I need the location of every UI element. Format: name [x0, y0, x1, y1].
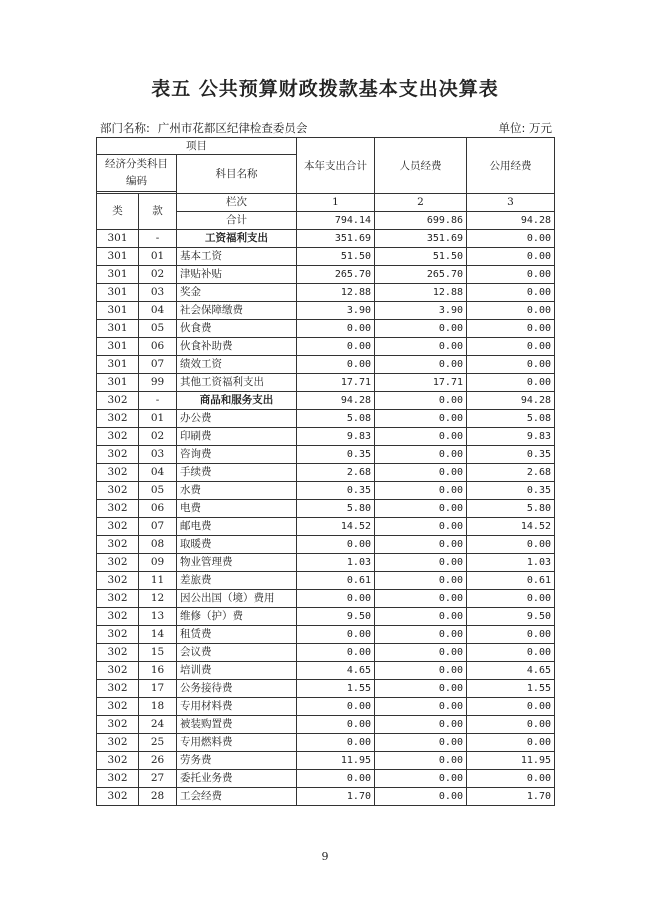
row-lei: 301: [97, 356, 139, 374]
row-total: 51.50: [297, 248, 375, 266]
table-row: [97, 572, 555, 590]
table-row: [97, 662, 555, 680]
row-total: 3.90: [297, 302, 375, 320]
table-row: [97, 392, 555, 410]
row-personnel: 0.00: [375, 464, 467, 482]
row-kuan: 17: [139, 680, 177, 698]
row-lei: 302: [97, 428, 139, 446]
row-lei: 301: [97, 230, 139, 248]
row-kuan: 07: [139, 518, 177, 536]
row-public: 0.00: [467, 374, 555, 392]
row-subject-name: 办公费: [177, 410, 297, 428]
row-kuan: 03: [139, 446, 177, 464]
header-subject-name: 科目名称: [177, 155, 297, 194]
row-subject-name: 电费: [177, 500, 297, 518]
table-row: [97, 788, 555, 806]
row-personnel: 0.00: [375, 590, 467, 608]
row-public: 0.00: [467, 302, 555, 320]
row-kuan: 01: [139, 410, 177, 428]
table-row: [97, 698, 555, 716]
row-public: 9.83: [467, 428, 555, 446]
row-personnel: 0.00: [375, 518, 467, 536]
row-total: 351.69: [297, 230, 375, 248]
row-subject-name: 培训费: [177, 662, 297, 680]
row-personnel: 0.00: [375, 698, 467, 716]
row-lei: 302: [97, 500, 139, 518]
row-subject-name: 印刷费: [177, 428, 297, 446]
expenditure-table: [96, 137, 555, 806]
page-title: 表五 公共预算财政拨款基本支出决算表: [151, 78, 499, 100]
row-subject-name: 津贴补贴: [177, 266, 297, 284]
row-kuan: 27: [139, 770, 177, 788]
table-row: [97, 302, 555, 320]
row-personnel: 265.70: [375, 266, 467, 284]
row-total: 94.28: [297, 392, 375, 410]
row-lei: 302: [97, 608, 139, 626]
row-subject-name: 咨询费: [177, 446, 297, 464]
header-project: 项目: [97, 138, 297, 155]
row-lei: 301: [97, 302, 139, 320]
header-n1: 1: [297, 194, 375, 212]
table-row: [97, 320, 555, 338]
row-lei: 301: [97, 248, 139, 266]
row-total: 0.00: [297, 536, 375, 554]
row-total: 9.50: [297, 608, 375, 626]
table-row: [97, 716, 555, 734]
row-kuan: 02: [139, 428, 177, 446]
row-kuan: 06: [139, 338, 177, 356]
row-personnel: 0.00: [375, 320, 467, 338]
row-kuan: 06: [139, 500, 177, 518]
total-row-personnel: 699.86: [375, 212, 467, 230]
row-total: 11.95: [297, 752, 375, 770]
row-subject-name: 邮电费: [177, 518, 297, 536]
row-total: 4.65: [297, 662, 375, 680]
page-number: 9: [321, 850, 329, 863]
row-personnel: 0.00: [375, 554, 467, 572]
row-kuan: 04: [139, 464, 177, 482]
row-personnel: 0.00: [375, 644, 467, 662]
table-row: [97, 500, 555, 518]
row-subject-name: 奖金: [177, 284, 297, 302]
row-total: 0.61: [297, 572, 375, 590]
row-public: 0.00: [467, 320, 555, 338]
row-public: 11.95: [467, 752, 555, 770]
row-lei: 302: [97, 536, 139, 554]
row-total: 5.80: [297, 500, 375, 518]
row-personnel: 0.00: [375, 356, 467, 374]
table-row: [97, 626, 555, 644]
row-lei: 302: [97, 662, 139, 680]
row-lei: 301: [97, 266, 139, 284]
table-row: [97, 554, 555, 572]
row-lei: 302: [97, 716, 139, 734]
row-public: 0.00: [467, 644, 555, 662]
row-subject-name: 专用燃料费: [177, 734, 297, 752]
row-subject-name: 工会经费: [177, 788, 297, 806]
row-kuan: 09: [139, 554, 177, 572]
row-public: 9.50: [467, 608, 555, 626]
row-kuan: 03: [139, 284, 177, 302]
row-subject-name: 社会保障缴费: [177, 302, 297, 320]
row-personnel: 0.00: [375, 662, 467, 680]
row-public: 0.00: [467, 698, 555, 716]
row-public: 0.00: [467, 716, 555, 734]
row-kuan: -: [139, 230, 177, 248]
row-public: 0.00: [467, 248, 555, 266]
row-personnel: 0.00: [375, 734, 467, 752]
row-lei: 302: [97, 590, 139, 608]
row-public: 0.00: [467, 338, 555, 356]
row-kuan: 13: [139, 608, 177, 626]
row-personnel: 51.50: [375, 248, 467, 266]
row-personnel: 0.00: [375, 482, 467, 500]
row-subject-name: 因公出国（境）费用: [177, 590, 297, 608]
row-total: 0.00: [297, 716, 375, 734]
row-total: 9.83: [297, 428, 375, 446]
row-kuan: 14: [139, 626, 177, 644]
row-lei: 302: [97, 554, 139, 572]
row-kuan: 08: [139, 536, 177, 554]
row-lei: 302: [97, 446, 139, 464]
row-public: 94.28: [467, 392, 555, 410]
row-total: 17.71: [297, 374, 375, 392]
row-subject-name: 伙食补助费: [177, 338, 297, 356]
table-row: [97, 536, 555, 554]
row-lei: 302: [97, 788, 139, 806]
row-lei: 302: [97, 644, 139, 662]
row-lei: 301: [97, 284, 139, 302]
header-col-total: 本年支出合计: [297, 138, 375, 194]
table-row: [97, 770, 555, 788]
row-total: 0.00: [297, 626, 375, 644]
row-subject-name: 取暖费: [177, 536, 297, 554]
row-lei: 301: [97, 338, 139, 356]
row-total: 2.68: [297, 464, 375, 482]
table-row: [97, 734, 555, 752]
row-public: 0.00: [467, 590, 555, 608]
row-kuan: 04: [139, 302, 177, 320]
row-lei: 302: [97, 626, 139, 644]
row-subject-name: 工资福利支出: [177, 230, 297, 248]
table-row: [97, 482, 555, 500]
row-total: 0.35: [297, 482, 375, 500]
total-row-public: 94.28: [467, 212, 555, 230]
row-personnel: 351.69: [375, 230, 467, 248]
table-row: [97, 644, 555, 662]
row-public: 0.00: [467, 536, 555, 554]
row-lei: 302: [97, 410, 139, 428]
row-lei: 302: [97, 572, 139, 590]
header-n2: 2: [375, 194, 467, 212]
header-n3: 3: [467, 194, 555, 212]
row-kuan: 07: [139, 356, 177, 374]
table-row: [97, 608, 555, 626]
table-row: [97, 464, 555, 482]
row-kuan: 05: [139, 482, 177, 500]
row-subject-name: 手续费: [177, 464, 297, 482]
row-lei: 302: [97, 392, 139, 410]
row-personnel: 3.90: [375, 302, 467, 320]
row-personnel: 0.00: [375, 572, 467, 590]
header-col-public: 公用经费: [467, 138, 555, 194]
row-subject-name: 会议费: [177, 644, 297, 662]
row-public: 0.00: [467, 284, 555, 302]
row-personnel: 0.00: [375, 626, 467, 644]
table-row: [97, 590, 555, 608]
header-econ-code: 经济分类科目编码: [97, 155, 177, 192]
row-personnel: 0.00: [375, 536, 467, 554]
row-subject-name: 专用材料费: [177, 698, 297, 716]
row-subject-name: 物业管理费: [177, 554, 297, 572]
row-public: 0.00: [467, 734, 555, 752]
table-row: [97, 248, 555, 266]
row-kuan: 25: [139, 734, 177, 752]
row-total: 5.08: [297, 410, 375, 428]
row-public: 0.61: [467, 572, 555, 590]
row-kuan: 24: [139, 716, 177, 734]
row-public: 0.35: [467, 482, 555, 500]
row-kuan: 16: [139, 662, 177, 680]
row-public: 5.08: [467, 410, 555, 428]
row-personnel: 12.88: [375, 284, 467, 302]
row-personnel: 0.00: [375, 338, 467, 356]
row-personnel: 0.00: [375, 410, 467, 428]
row-personnel: 0.00: [375, 446, 467, 464]
row-subject-name: 水费: [177, 482, 297, 500]
row-total: 0.00: [297, 644, 375, 662]
row-lei: 302: [97, 770, 139, 788]
row-total: 0.00: [297, 338, 375, 356]
row-total: 14.52: [297, 518, 375, 536]
row-kuan: 26: [139, 752, 177, 770]
header-kuan: 款: [139, 194, 177, 230]
header-col-personnel: 人员经费: [375, 138, 467, 194]
table-row: [97, 446, 555, 464]
row-lei: 301: [97, 320, 139, 338]
row-total: 1.70: [297, 788, 375, 806]
row-lei: 302: [97, 698, 139, 716]
row-public: 5.80: [467, 500, 555, 518]
row-public: 1.55: [467, 680, 555, 698]
row-kuan: 01: [139, 248, 177, 266]
row-subject-name: 差旅费: [177, 572, 297, 590]
row-subject-name: 商品和服务支出: [177, 392, 297, 410]
row-subject-name: 伙食费: [177, 320, 297, 338]
row-kuan: 02: [139, 266, 177, 284]
total-row-total: 794.14: [297, 212, 375, 230]
row-personnel: 0.00: [375, 680, 467, 698]
unit-label: 单位: 万元: [498, 121, 552, 135]
row-total: 0.00: [297, 698, 375, 716]
row-kuan: -: [139, 392, 177, 410]
row-total: 12.88: [297, 284, 375, 302]
row-subject-name: 绩效工资: [177, 356, 297, 374]
row-kuan: 12: [139, 590, 177, 608]
row-kuan: 15: [139, 644, 177, 662]
row-personnel: 0.00: [375, 770, 467, 788]
total-row-label: 合计: [177, 212, 297, 230]
row-total: 1.55: [297, 680, 375, 698]
row-kuan: 99: [139, 374, 177, 392]
row-kuan: 18: [139, 698, 177, 716]
row-personnel: 0.00: [375, 608, 467, 626]
table-row: [97, 266, 555, 284]
row-total: 1.03: [297, 554, 375, 572]
row-lei: 302: [97, 734, 139, 752]
row-public: 2.68: [467, 464, 555, 482]
row-lei: 302: [97, 680, 139, 698]
row-total: 0.00: [297, 356, 375, 374]
row-personnel: 0.00: [375, 500, 467, 518]
row-public: 0.00: [467, 626, 555, 644]
row-subject-name: 租赁费: [177, 626, 297, 644]
row-total: 0.35: [297, 446, 375, 464]
row-public: 14.52: [467, 518, 555, 536]
row-kuan: 11: [139, 572, 177, 590]
row-public: 0.00: [467, 266, 555, 284]
row-total: 0.00: [297, 590, 375, 608]
row-subject-name: 基本工资: [177, 248, 297, 266]
department-line: [100, 120, 307, 136]
row-lei: 302: [97, 464, 139, 482]
table-row: [97, 374, 555, 392]
row-public: 1.70: [467, 788, 555, 806]
row-kuan: 28: [139, 788, 177, 806]
row-lei: 302: [97, 482, 139, 500]
row-total: 265.70: [297, 266, 375, 284]
table-row: [97, 752, 555, 770]
department-name: 广州市花都区纪律检查委员会: [157, 121, 308, 135]
table-row: [97, 338, 555, 356]
table-row: [97, 284, 555, 302]
row-lei: 302: [97, 752, 139, 770]
table-row: [97, 428, 555, 446]
row-personnel: 0.00: [375, 788, 467, 806]
row-lei: 301: [97, 374, 139, 392]
row-personnel: 17.71: [375, 374, 467, 392]
row-subject-name: 公务接待费: [177, 680, 297, 698]
row-public: 0.35: [467, 446, 555, 464]
row-personnel: 0.00: [375, 752, 467, 770]
row-subject-name: 委托业务费: [177, 770, 297, 788]
row-public: 0.00: [467, 356, 555, 374]
row-subject-name: 劳务费: [177, 752, 297, 770]
row-total: 0.00: [297, 734, 375, 752]
row-total: 0.00: [297, 320, 375, 338]
row-subject-name: 维修（护）费: [177, 608, 297, 626]
row-public: 4.65: [467, 662, 555, 680]
table-row: [97, 356, 555, 374]
row-subject-name: 被装购置费: [177, 716, 297, 734]
row-kuan: 05: [139, 320, 177, 338]
table-row: [97, 680, 555, 698]
row-personnel: 0.00: [375, 428, 467, 446]
row-public: 0.00: [467, 770, 555, 788]
row-public: 0.00: [467, 230, 555, 248]
table-row: [97, 410, 555, 428]
row-personnel: 0.00: [375, 392, 467, 410]
table-row: [97, 230, 555, 248]
row-total: 0.00: [297, 770, 375, 788]
header-lanci: 栏次: [177, 194, 297, 212]
row-lei: 302: [97, 518, 139, 536]
row-subject-name: 其他工资福利支出: [177, 374, 297, 392]
table-row: [97, 518, 555, 536]
department-label: 部门名称:: [100, 121, 150, 135]
row-personnel: 0.00: [375, 716, 467, 734]
header-lei: 类: [97, 194, 139, 230]
row-public: 1.03: [467, 554, 555, 572]
